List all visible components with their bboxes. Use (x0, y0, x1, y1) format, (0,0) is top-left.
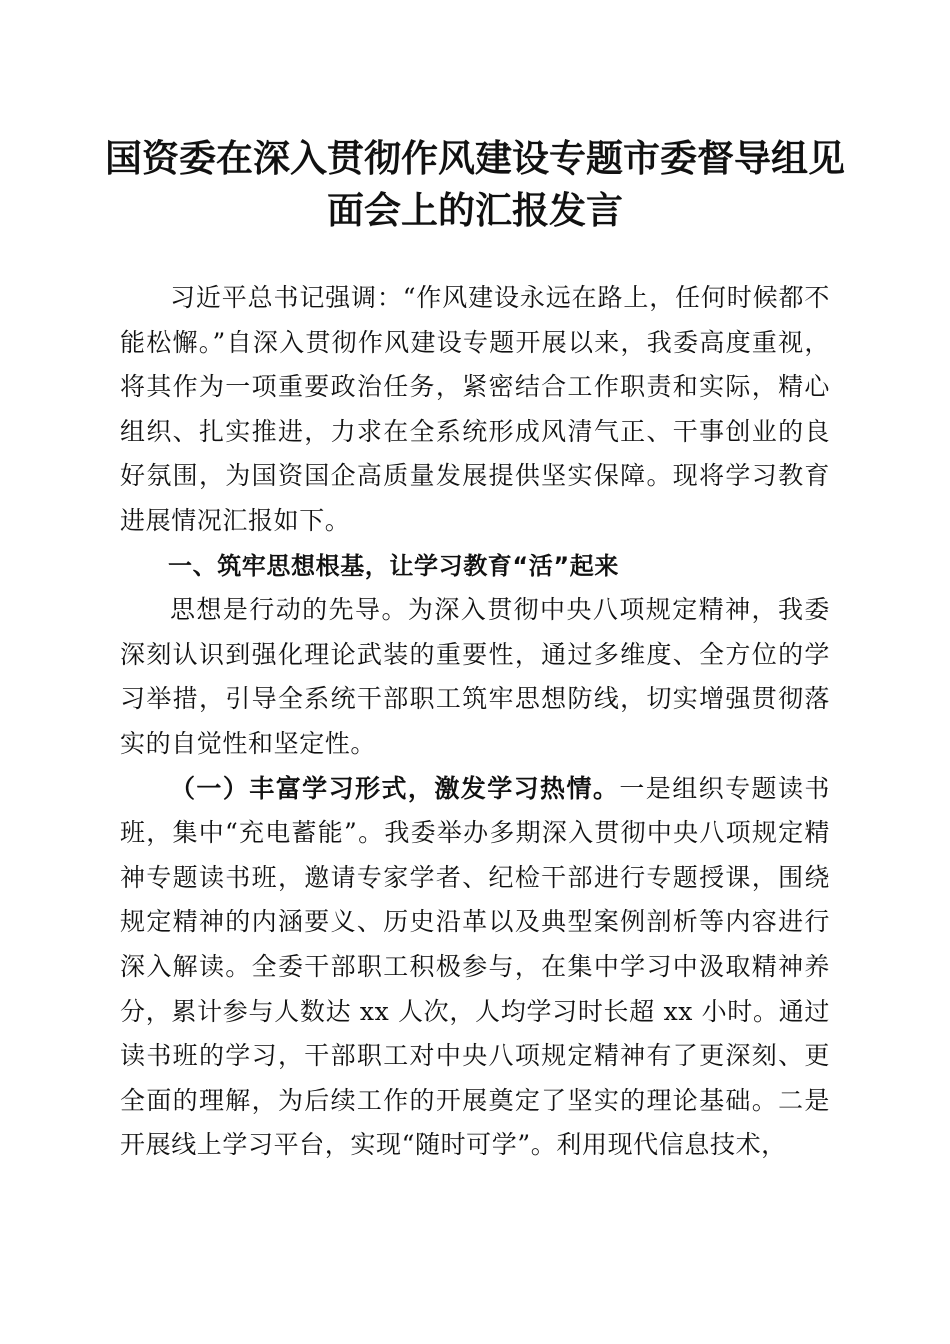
section-1-paragraph: 思想是行动的先导。为深入贯彻中央八项规定精神，我委深刻认识到强化理论武装的重要性，通过多维度、全方位的学习举措，引导全系统干部职工筑牢思想防线，切实增强贯彻落实的自觉性和坚定性。 (120, 595, 830, 758)
subsection-heading-1: （一）丰富学习形式，激发学习热情。 (170, 773, 620, 803)
subsection-1-paragraph (120, 767, 830, 1168)
document-body (120, 276, 830, 1168)
section-heading-1: 一、筑牢思想根基，让学习教育“活”起来 (168, 551, 619, 580)
intro-paragraph: 习近平总书记强调：“作风建设永远在路上，任何时候都不能松懈。”自深入贯彻作风建设专题开展以来，我委高度重视，将其作为一项重要政治任务，紧密结合工作职责和实际，精心组织、扎实推进，力求在全系统形成风清气正、干事创业的良好氛围，为国资国企高质量发展提供坚实保障。现将学习教育进展情况汇报如下。 (120, 283, 830, 535)
subsection-1-body: 一是组织专题读书班，集中“充电蓄能”。我委举办多期深入贯彻中央八项规定精神专题读书班，邀请专家学者、纪检干部进行专题授课，围绕规定精神的内涵要义、历史沿革以及典型案例剖析等内容进行深入解读。全委干部职工积极参与，在集中学习中汲取精神养分，累计参与人数达 xx 人次，人均学习时长超 xx 小时。通过读书班的学习，干部职工对中央八项规定精神有了更深刻、更全面的理解，为后续工作的开展奠定了坚实的理论基础。二是开展线上学习平台，实现“随时可学”。利用现代信息技术， (120, 773, 830, 1160)
document-title: 国资委在深入贯彻作风建设专题市委督导组见面会上的汇报发言 (105, 136, 845, 232)
